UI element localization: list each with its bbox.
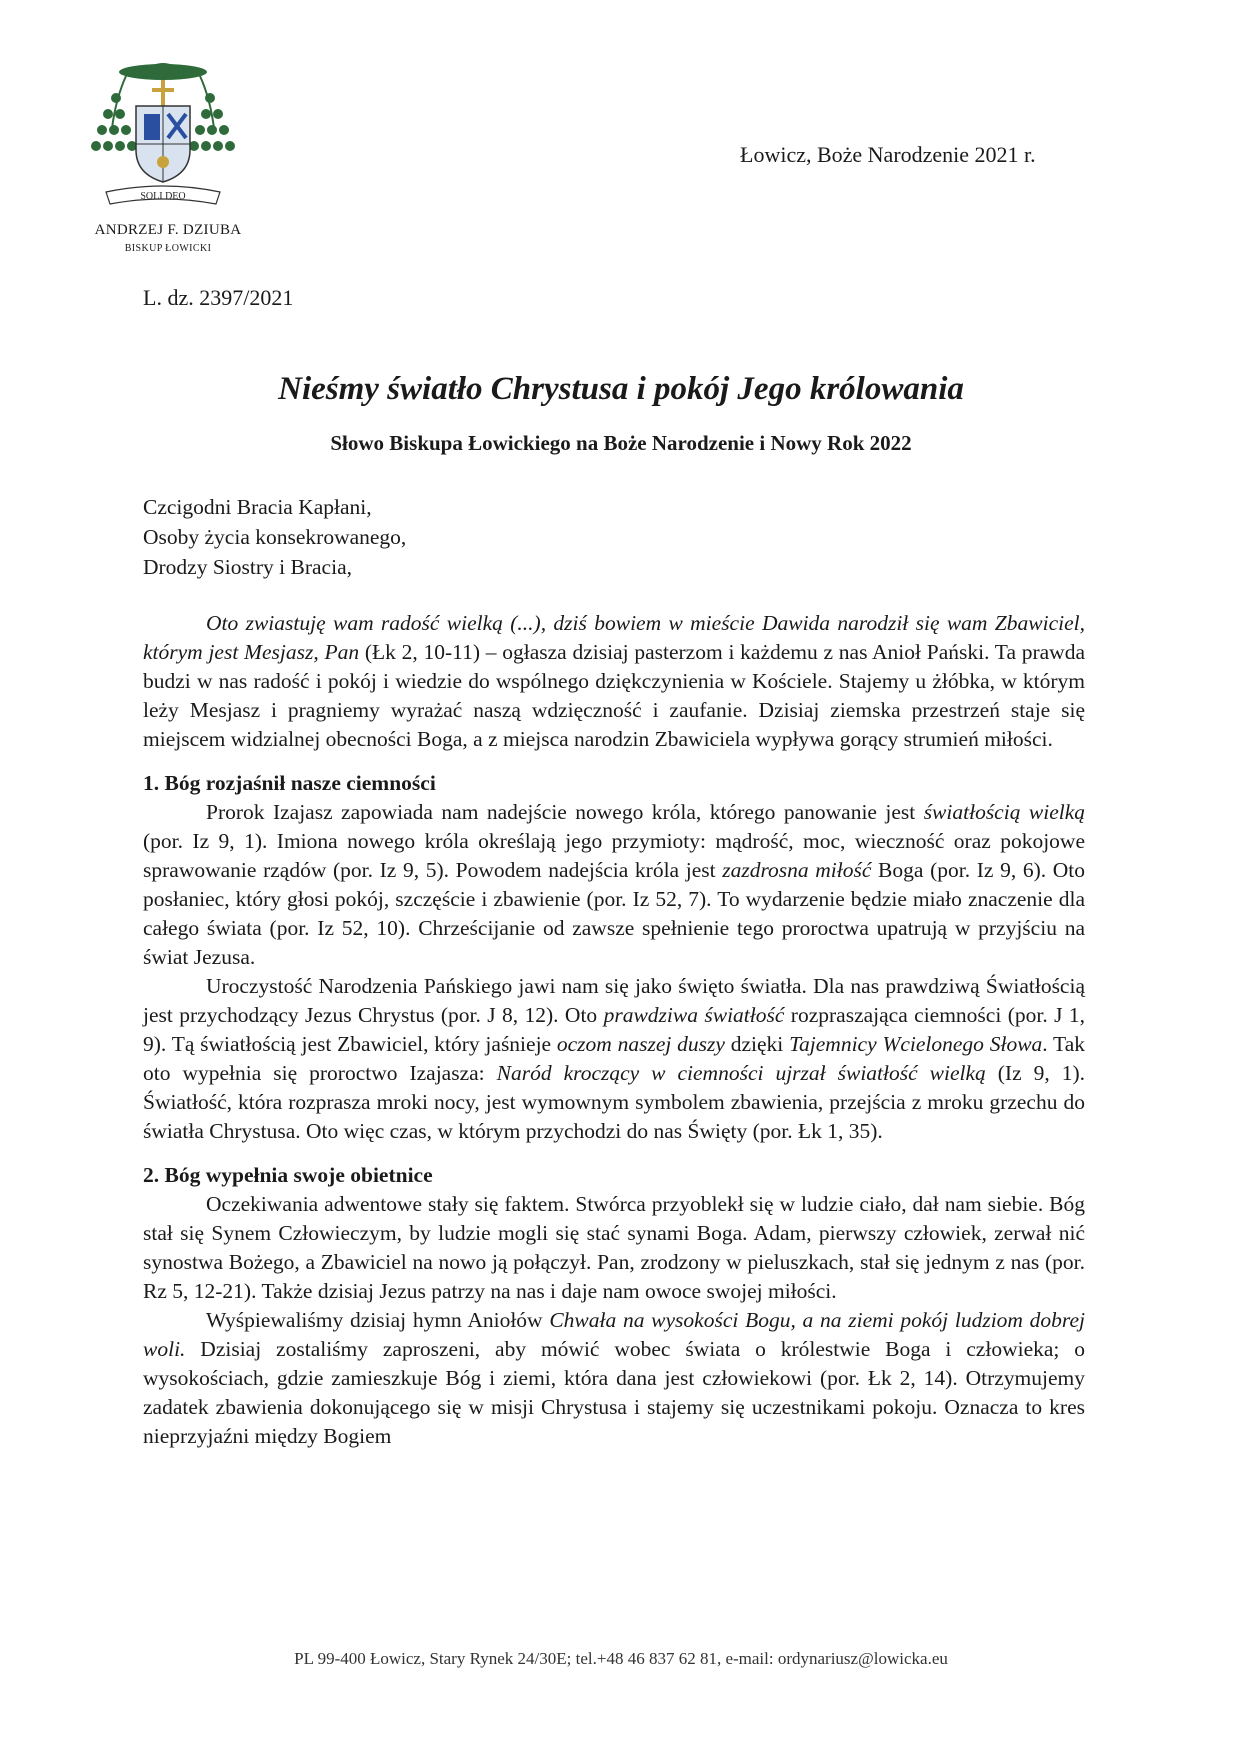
section-heading: 2. Bóg wypełnia swoje obietnice (143, 1163, 433, 1187)
letter-body (143, 609, 1085, 1451)
document-title: Nieśmy światło Chrystusa i pokój Jego królowania (278, 371, 964, 407)
greeting-line: Osoby życia konsekrowanego, (143, 525, 407, 549)
reference-number: L. dz. 2397/2021 (143, 285, 294, 310)
paragraph: Prorok Izajasz zapowiada nam nadejście nowego króla, którego panowanie jest światłością wielką (por. Iz 9, 1). Imiona nowego króla określają jego przymioty: mądrość, moc, wieczność oraz pokojowe sprawowanie rządów (por. Iz 9, 5). Powodem nadejścia króla jest zazdrosna miłość Boga (por. Iz 9, 6). Oto posłaniec, który głosi pokój, szczęście i zbawienie (por. Iz 52, 7). To wydarzenie będzie miało znaczenie dla całego świata (por. Iz 52, 10). Chrześcijanie od zawsze spełnienie tego proroctwa upatrują w przyjściu na świat Jezusa. (143, 800, 1085, 969)
place-date: Łowicz, Boże Narodzenie 2021 r. (740, 142, 1036, 167)
bishop-name: ANDRZEJ F. DZIUBA (94, 222, 242, 238)
greeting-line: Czcigodni Bracia Kapłani, (143, 495, 372, 519)
paragraph: Oczekiwania adwentowe stały się faktem. Stwórca przyoblekł się w ludzie ciało, dał nam siebie. Bóg stał się Synem Człowieczym, by ludzie mogli się stać synami Boga. Adam, pierwszy człowiek, zerwał nić synostwa Bożego, a Zbawiciel na nowo ją połączył. Pan, zrodzony w pieluszkach, stał się jednym z nas (por. Rz 5, 12-21). Także dzisiaj Jezus patrzy na nas i daje nam owoce swojej miłości. (143, 1192, 1085, 1303)
intro-paragraph: Oto zwiastuję wam radość wielką (...), dziś bowiem w mieście Dawida narodził się wam Zbawiciel, którym jest Mesjasz, Pan (Łk 2, 10-11) – ogłasza dzisiaj pasterzom i każdemu z nas Anioł Pański. Ta prawda budzi w nas radość i pokój i wiedzie do wspólnego dziękczynienia w Kościele. Stajemy u żłóbka, w którym leży Mesjasz i pragniemy wyrażać naszą wdzięczność i zaufanie. Dzisiaj ziemska przestrzeń staje się miejscem widzialnej obecności Boga, a z miejsca narodzin Zbawiciela wypływa gorący strumień miłości. (143, 611, 1085, 751)
motto-text: SOLI DEO (140, 191, 186, 202)
paragraph: Wyśpiewaliśmy dzisiaj hymn Aniołów Chwała na wysokości Bogu, a na ziemi pokój ludziom dobrej woli. Dzisiaj zostaliśmy zaproszeni, aby mówić wobec świata o królestwie Boga i człowieka; o wysokościach, gdzie zamieszkuje Bóg i ziemi, która dana jest człowiekowi (por. Łk 2, 14). Otrzymujemy zadatek zbawienia dokonującego się w misji Chrystusa i stajemy się uczestnikami pokoju. Oznacza to kres nieprzyjaźni między Bogiem (143, 1308, 1085, 1448)
footer-contact: PL 99-400 Łowicz, Stary Rynek 24/30E; tel.+48 46 837 62 81, e-mail: ordynariusz@lowicka.eu (294, 1649, 948, 1668)
section-heading: 1. Bóg rozjaśnił nasze ciemności (143, 771, 436, 795)
greeting-line: Drodzy Siostry i Bracia, (143, 555, 352, 579)
coat-of-arms-icon (86, 58, 240, 210)
bishop-title: BISKUP ŁOWICKI (124, 243, 212, 254)
greeting (143, 492, 406, 582)
paragraph: Uroczystość Narodzenia Pańskiego jawi nam się jako święto światła. Dla nas prawdziwą Światłością jest przychodzący Jezus Chrystus (por. J 8, 12). Oto prawdziwa światłość rozpraszająca ciemności (por. J 1, 9). Tą światłością jest Zbawiciel, który jaśnieje oczom naszej duszy dzięki Tajemnicy Wcielonego Słowa. Tak oto wypełnia się proroctwo Izajasza: Naród kroczący w ciemności ujrzał światłość wielką (Iz 9, 1). Światłość, która rozprasza mroki nocy, jest wymownym symbolem zbawienia, przejścia z mroku grzechu do światła Chrystusa. Oto więc czas, w którym przychodzi do nas Święty (por. Łk 1, 35). (143, 974, 1085, 1143)
document-subtitle: Słowo Biskupa Łowickiego na Boże Narodzenie i Nowy Rok 2022 (330, 431, 912, 455)
